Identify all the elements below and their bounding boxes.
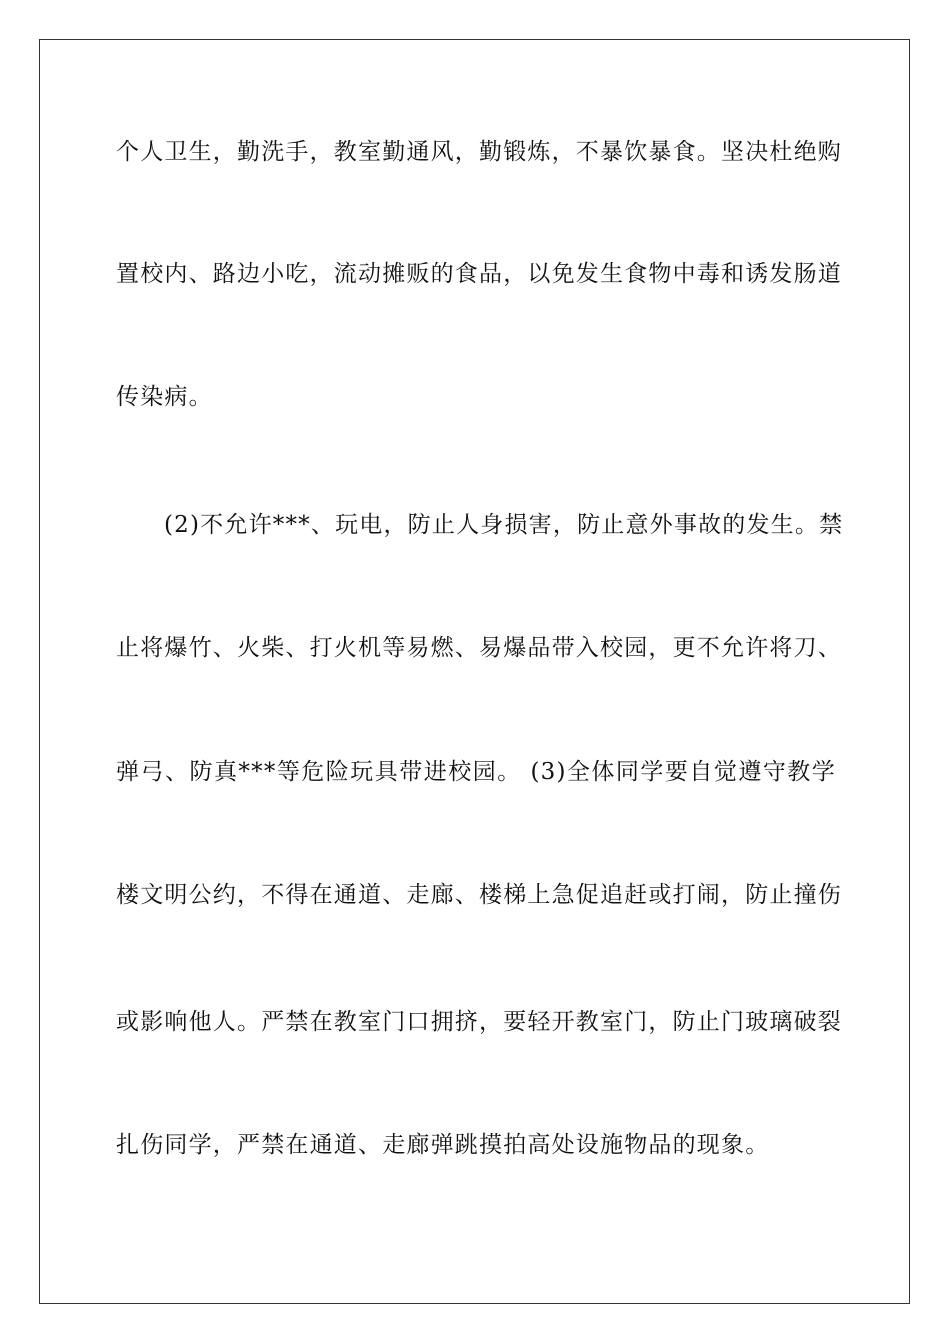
text-line-6: 弹弓、防真***等危险玩具带进校园。 (3)全体同学要自觉遵守教学 [116, 759, 836, 785]
page-border [39, 39, 910, 1304]
text-line-4: (2)不允许***、玩电，防止人身损害，防止意外事故的发生。禁 [164, 512, 844, 538]
text-line-8: 或影响他人。严禁在教室门口拥挤，要轻开教室门，防止门玻璃破裂 [116, 1009, 842, 1035]
text-line-2: 置校内、路边小吃，流动摊贩的食品，以免发生食物中毒和诱发肠道 [116, 261, 842, 287]
text-line-5: 止将爆竹、火柴、打火机等易燃、易爆品带入校园，更不允许将刀、 [116, 635, 842, 661]
text-line-9: 扎伤同学，严禁在通道、走廊弹跳摸拍高处设施物品的现象。 [116, 1132, 770, 1158]
text-line-7: 楼文明公约，不得在通道、走廊、楼梯上急促追赶或打闹，防止撞伤 [116, 882, 842, 908]
text-line-3: 传染病。 [116, 384, 213, 410]
text-line-1: 个人卫生，勤洗手，教室勤通风，勤锻炼，不暴饮暴食。坚决杜绝购 [116, 139, 842, 165]
